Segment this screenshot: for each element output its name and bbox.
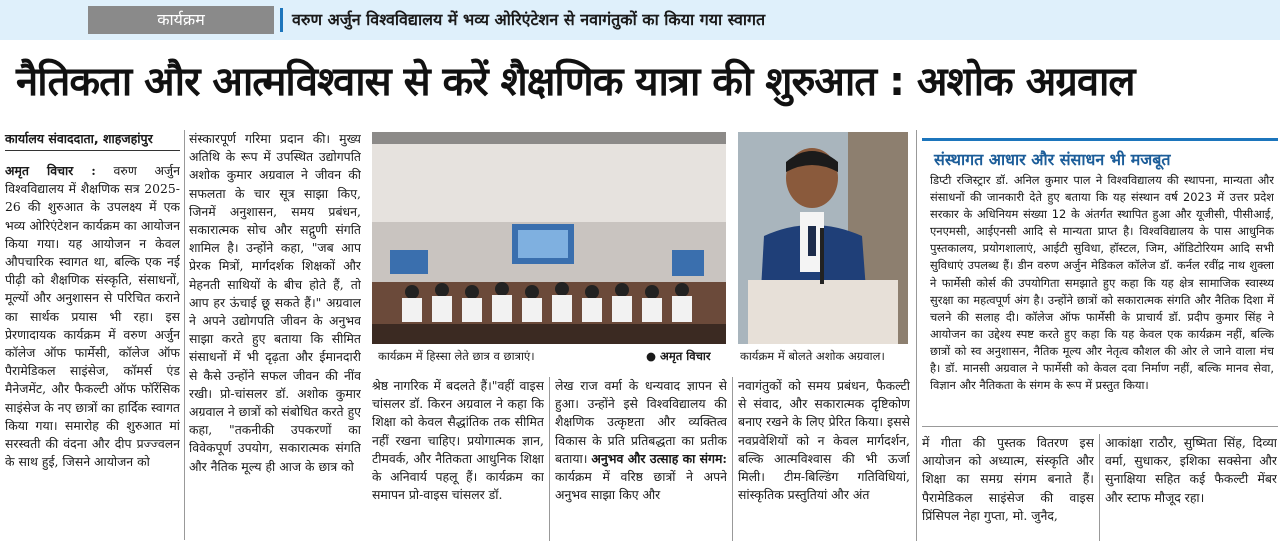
section-kicker: कार्यक्रम [88,6,274,34]
box-bottom-rule [922,426,1278,427]
group-photo-caption: कार्यक्रम में हिस्सा लेते छात्र व छात्राएं। [378,349,535,363]
byline-divider [5,150,180,151]
article-column-6 [922,434,1094,541]
column-2-text: संस्कारपूर्ण गरिमा प्रदान की। मुख्य अतिथि के रूप में उपस्थित उद्योगपति अशोक कुमार अग्रवाल ने जीवन की सफलता के चार सूत्र साझा किए, जिनमें अनुशासन, समय प्रबंधन, सकारात्मक सोच और सद्गुणी संगति शामिल है। उन्होंने कहा, "जब आप प्रेरक मित्रों, मार्गदर्शक शिक्षकों और मेहनती साथियों के बीच होते हैं, तो आप हर ऊंचाई छू सकते हैं।" अग्रवाल ने अपने उद्योगपति जीवन के अनुभव साझा करते हुए बताया कि सीमित संसाधनों में भी दृढ़ता और ईमानदारी से कैसे उन्होंने सफल जीवन की नींव रखी। प्रो-चांसलर डॉ. अशोक कुमार अग्रवाल ने छात्रों को संबोधित करते हुए कहा, "तकनीकी उपकरणों का विवेकपूर्ण उपयोग, सकारात्मक संगति और नैतिक मूल्य ही आज के छात्र को [189,131,361,474]
dateline: अमृत विचार : [5,163,96,178]
column-7-text: आकांक्षा राठौर, सुष्मिता सिंह, दिव्या वर्मा, सुधाकर, इशिका सक्सेना और सुनाक्षिया सहित कई फैकल्टी मेंबर और स्टाफ मौजूद रहा। [1105,435,1277,505]
box-body: डिप्टी रजिस्ट्रार डॉ. अनिल कुमार पाल ने विश्वविद्यालय की स्थापना, मान्यता और संसाधनों की जानकारी देते हुए बताया कि यह संस्थान वर्ष 2023 में उत्तर प्रदेश सरकार के अधिनियम संख्या 12 के अंतर्गत स्थापित हुआ और यूजीसी, पीसीआई, एनएमसी, आईएनसी आदि से मान्यता प्राप्त है। विश्वविद्यालय के पास आधुनिक पुस्तकालय, प्रयोगशालाएं, आईटी सुविधा, हॉस्टल, जिम, ऑडिटोरियम आदि सभी सुविधाएं उपलब्ध हैं। डीन वरुण अर्जुन मेडिकल कॉलेज डॉ. कर्नल रवींद्र नाथ शुक्ला ने फार्मेसी कोर्स की उपयोगिता समझाते हुए कहा कि यह क्षेत्र सामाजिक स्वास्थ्य सुरक्षा का महत्वपूर्ण अंग है। उन्होंने छात्रों को सकारात्मक संगति और नैतिक दिशा में चलने की सलाह दी। कॉलेज ऑफ फार्मेसी के प्राचार्य डॉ. प्रदीप कुमार सिंह ने आयोजन का उद्देश्य स्पष्ट करते हुए कहा कि यह केवल एक कार्यक्रम नहीं, बल्कि छात्रों को स्व अनुशासन, नैतिक मूल्य और नेतृत्व कौशल की ओर ले जाने वाला मंच है। डॉ. मानसी अग्रवाल ने फार्मेसी को केवल दवा निर्माण नहीं, बल्कि मानव सेवा, विज्ञान और नैतिकता के संगम के रूप में प्रस्तुत किया। [930,173,1274,393]
column-divider [916,130,917,541]
column-divider [549,377,550,541]
speaker-photo-caption: कार्यक्रम में बोलते अशोक अग्रवाल। [740,349,885,363]
header-band [0,0,1280,40]
column-divider [184,130,185,540]
article-column-7 [1105,434,1277,541]
column-divider [1099,434,1100,541]
column-4-text-continued: कार्यक्रम में वरिष्ठ छात्रों ने अपने अनुभव साझा किए और [555,469,727,503]
main-headline: नैतिकता और आत्मविश्वास से करें शैक्षणिक यात्रा की शुरुआत : अशोक अग्रवाल [16,59,1135,105]
column-divider [732,377,733,541]
column-5-text: नवागंतुकों को समय प्रबंधन, फैकल्टी से संवाद, और सकारात्मक दृष्टिकोण बनाए रखने के लिए प्रेरित किया। इससे नवप्रवेशियों को न केवल मार्गदर्शन, बल्कि आत्मविश्वास की भी ऊर्जा मिली। टीम-बिल्डिंग गतिविधियां, सांस्कृतिक प्रस्तुतियां और अंत [738,378,910,503]
column-1-text: वरुण अर्जुन विश्वविद्यालय में शैक्षणिक सत्र 2025-26 की शुरुआत के उपलक्ष्य में एक भव्य ओरिएंटेशन कार्यक्रम का आयोजन किया गया। यह आयोजन न केवल औपचारिक स्वागत था, बल्कि एक नई पीढ़ी को शैक्षणिक संस्कृति, संसाधनों, मूल्यों और अनुशासन से परिचित कराने का सार्थक प्रयास भी रहा। इस प्रेरणादायक कार्यक्रम में वरुण अर्जुन कॉलेज ऑफ फार्मेसी, कॉलेज ऑफ पैरामेडिकल साइंसेज, कॉमर्स एंड मैनेजमेंट, और फैकल्टी ऑफ फॉरेंसिक साइंसेज के नए छात्रों का हार्दिक स्वागत किया गया। समारोह की शुरुआत मां सरस्वती की वंदना और दीप प्रज्ज्वलन के साथ हुई, जिसने आयोजन को [5,163,180,470]
byline: कार्यालय संवाददाता, शाहजहांपुर [5,131,153,146]
column-6-text: में गीता की पुस्तक वितरण इस आयोजन को अध्यात्म, संस्कृति और शिक्षा का समग्र संगम बनाते हैं। पैरामेडिकल साइंसेज की वाइस प्रिंसिपल नेहा गुप्ता, मो. जुनैद, [922,435,1094,523]
photo-credit: ● अमृत विचार [646,349,711,363]
box-heading: संस्थागत आधार और संसाधन भी मजबूत [934,150,1171,169]
group-photo [372,132,726,344]
article-column-4 [555,377,727,541]
kicker-divider [280,8,283,32]
column-4-text: लेख राज वर्मा के धन्यवाद ज्ञापन से हुआ। उन्होंने इसे विश्वविद्यालय की शैक्षणिक उत्कृष्टता और व्यक्तित्व विकास के प्रति प्रतिबद्धता का प्रतीक बताया। [555,378,727,466]
article-column-2 [189,130,361,540]
article-column-3 [372,377,544,541]
box-top-rule [922,138,1278,141]
sub-headline: वरुण अर्जुन विश्वविद्यालय में भव्य ओरिएंटेशन से नवागंतुकों का किया गया स्वागत [292,10,766,29]
article-column-1 [5,162,180,540]
article-column-5 [738,377,910,541]
column-3-text: श्रेष्ठ नागरिक में बदलते हैं।"वहीं वाइस चांसलर डॉ. किरन अग्रवाल ने कहा कि शिक्षा को केवल सैद्धांतिक तक सीमित नहीं रखना चाहिए। प्रयोगात्मक ज्ञान, टीमवर्क, और नैतिकता आधुनिक शिक्षा के अनिवार्य पहलू हैं। कार्यक्रम का समापन प्रो-वाइस चांसलर डॉ. [372,378,544,503]
speaker-photo [738,132,908,344]
sub-section-heading: अनुभव और उत्साह का संगम: [591,450,727,466]
